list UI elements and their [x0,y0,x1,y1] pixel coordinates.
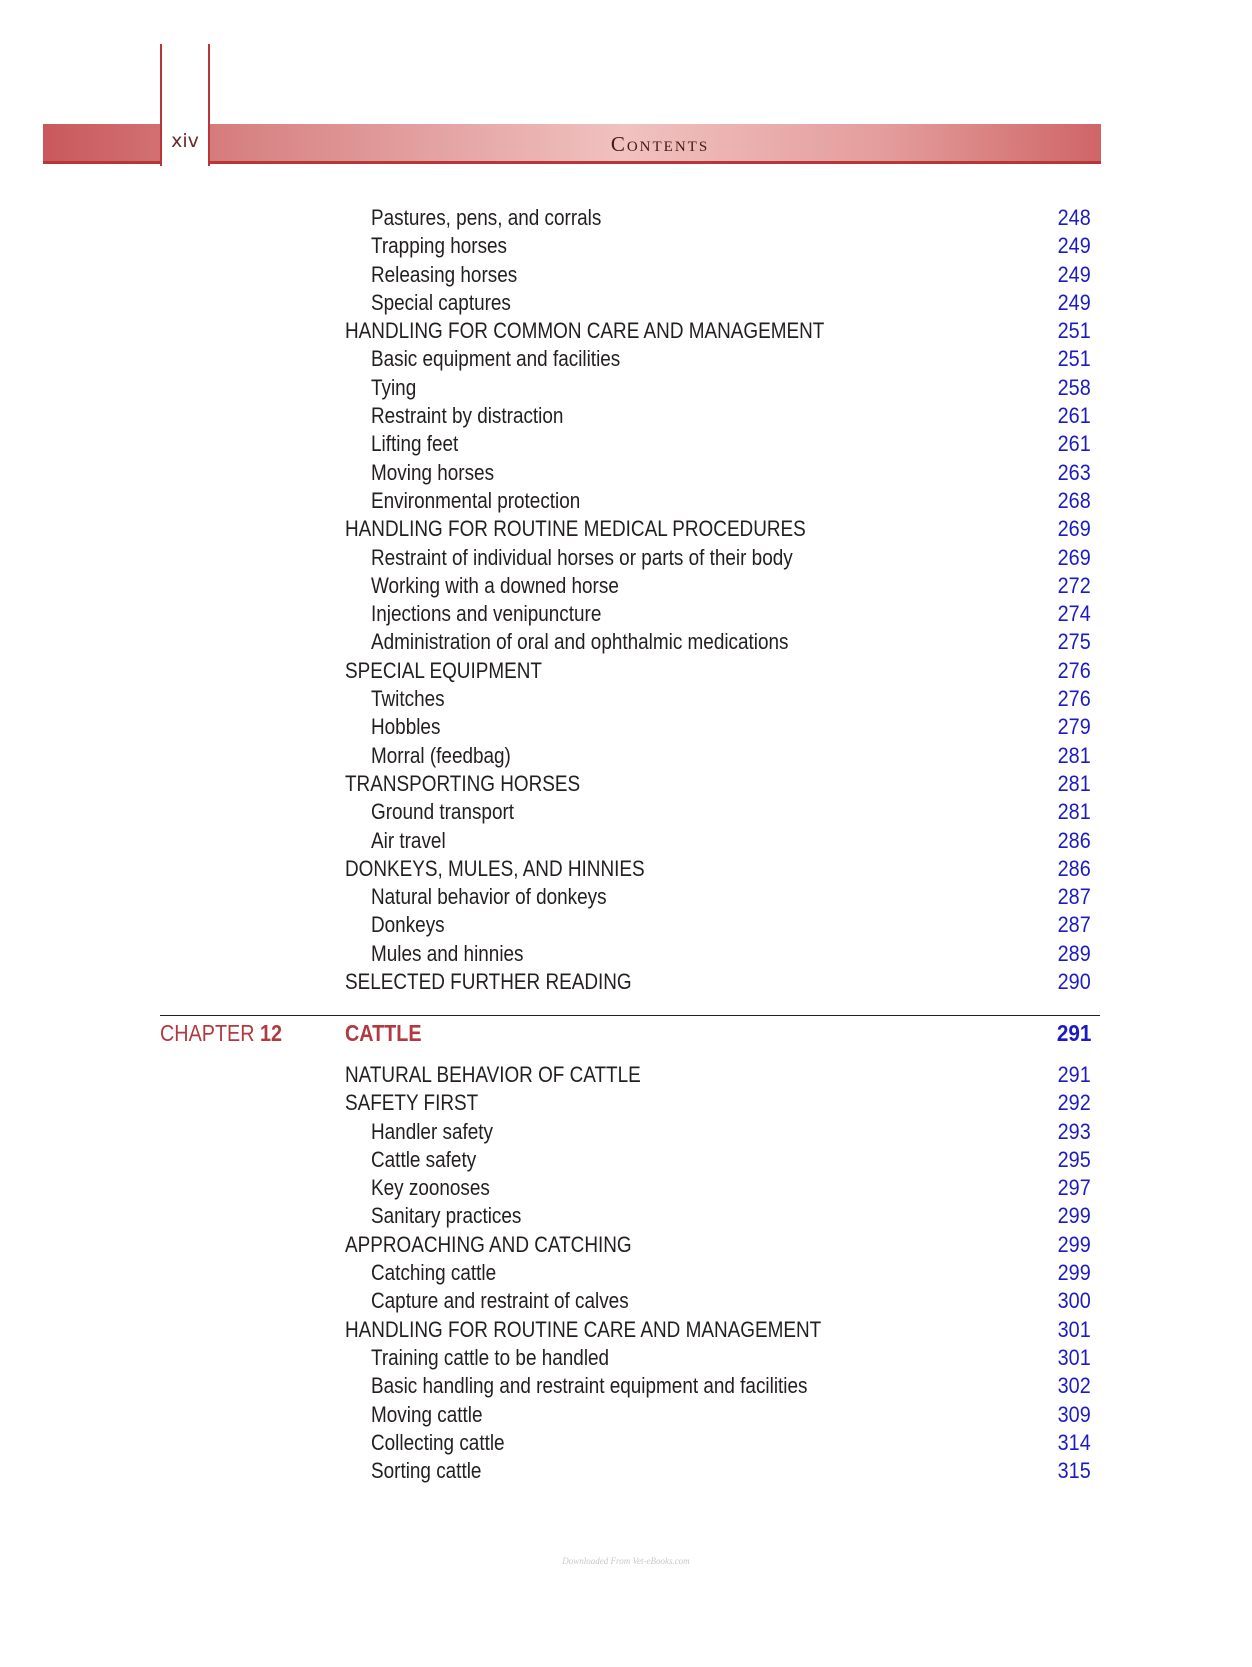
toc-entry-label: NATURAL BEHAVIOR OF CATTLE [345,1062,641,1087]
toc-entry-label: Restraint by distraction [371,403,564,429]
toc-list-part1 [0,205,1252,997]
toc-entry-label: Handler safety [371,1118,493,1144]
toc-page-link[interactable]: 302 [1057,1373,1091,1399]
toc-entry-label: Trapping horses [371,233,508,259]
toc-subsection-entry[interactable] [0,488,1252,516]
toc-subsection-entry[interactable] [0,431,1252,459]
toc-page-link[interactable]: 290 [1057,969,1091,995]
toc-entry-label: Working with a downed horse [371,572,619,598]
toc-page-link[interactable]: 274 [1057,601,1091,627]
toc-page-link[interactable]: 249 [1057,289,1091,315]
toc-page-link[interactable]: 299 [1057,1203,1091,1229]
toc-subsection-entry[interactable] [0,1288,1252,1316]
toc-entry-label: Morral (feedbag) [371,742,511,768]
toc-subsection-entry[interactable] [0,460,1252,488]
toc-page-link[interactable]: 279 [1057,714,1091,740]
toc-entry-label: Hobbles [371,714,441,740]
toc-page-link[interactable]: 251 [1057,318,1091,344]
toc-entry-label: Environmental protection [371,487,581,513]
toc-entry-label: APPROACHING AND CATCHING [345,1231,632,1257]
toc-entry-label: TRANSPORTING HORSES [345,770,581,796]
toc-page-link[interactable]: 293 [1057,1118,1091,1144]
toc-page-link[interactable]: 300 [1057,1288,1091,1314]
toc-page-link[interactable]: 263 [1057,459,1091,485]
toc-page-link[interactable]: 292 [1057,1090,1091,1116]
toc-entry-label: SELECTED FURTHER READING [345,969,632,995]
toc-entry-label: Moving horses [371,459,495,485]
toc-subsection-entry[interactable] [0,1458,1252,1486]
toc-page-link[interactable]: 258 [1057,374,1091,400]
toc-subsection-entry[interactable] [0,290,1252,318]
toc-subsection-entry[interactable] [0,545,1252,573]
toc-page-link[interactable]: 295 [1057,1146,1091,1172]
toc-page-link[interactable]: 261 [1057,431,1091,457]
toc-page-link[interactable]: 275 [1057,629,1091,655]
toc-section-entry[interactable] [0,318,1252,346]
toc-entry-label: SAFETY FIRST [345,1090,479,1116]
toc-entry-label: Collecting cattle [371,1429,505,1455]
toc-subsection-entry[interactable] [0,686,1252,714]
toc-entry-label: Basic equipment and facilities [371,346,621,372]
toc-entry-label: Releasing horses [371,261,518,287]
toc-entry-label: Training cattle to be handled [371,1344,610,1370]
chapter-heading[interactable] [0,1020,1252,1052]
chapter-title: CATTLE [345,1020,422,1046]
toc-subsection-entry[interactable] [0,262,1252,290]
toc-page-link[interactable]: 309 [1057,1401,1091,1427]
toc-entry-label: HANDLING FOR ROUTINE MEDICAL PROCEDURES [345,516,806,542]
toc-page-link[interactable]: 287 [1057,912,1091,938]
toc-page-link[interactable]: 281 [1057,799,1091,825]
toc-entry-label: Tying [371,374,417,400]
toc-entry-label: Twitches [371,686,445,712]
toc-subsection-entry[interactable] [0,1203,1252,1231]
toc-subsection-entry[interactable] [0,601,1252,629]
toc-subsection-entry[interactable] [0,799,1252,827]
toc-page-link[interactable]: 299 [1057,1260,1091,1286]
toc-page-link[interactable]: 251 [1057,346,1091,372]
toc-entry-label: Donkeys [371,912,445,938]
toc-page-link[interactable]: 289 [1057,940,1091,966]
toc-section-entry[interactable] [0,516,1252,544]
toc-subsection-entry[interactable] [0,1119,1252,1147]
toc-entry-label: Injections and venipuncture [371,601,602,627]
toc-entry-label: Pastures, pens, and corrals [371,205,602,230]
toc-subsection-entry[interactable] [0,714,1252,742]
toc-subsection-entry[interactable] [0,375,1252,403]
toc-subsection-entry[interactable] [0,743,1252,771]
chapter-page-link[interactable]: 291 [1056,1020,1091,1046]
page-number: xiv [171,130,199,152]
toc-subsection-entry[interactable] [0,1345,1252,1373]
toc-subsection-entry[interactable] [0,1175,1252,1203]
toc-page-link[interactable]: 299 [1057,1231,1091,1257]
toc-page-link[interactable]: 269 [1057,516,1091,542]
chapter-prefix: CHAPTER [160,1020,255,1046]
toc-section-entry[interactable] [0,771,1252,799]
toc-page-link[interactable]: 248 [1057,205,1091,230]
toc-entry-label: Mules and hinnies [371,940,524,966]
toc-entry-label: Special captures [371,289,511,315]
toc-subsection-entry[interactable] [0,1402,1252,1430]
toc-page-link[interactable]: 301 [1057,1316,1091,1342]
toc-subsection-entry[interactable] [0,884,1252,912]
toc-section-entry[interactable] [0,1232,1252,1260]
toc-page-link[interactable]: 291 [1057,1062,1091,1087]
toc-subsection-entry[interactable] [0,573,1252,601]
toc-section-entry[interactable] [0,856,1252,884]
toc-entry-label: Sanitary practices [371,1203,522,1229]
toc-subsection-entry[interactable] [0,233,1252,261]
toc-page-link[interactable]: 315 [1057,1458,1091,1484]
toc-subsection-entry[interactable] [0,629,1252,657]
chapter-number: 12 [260,1020,283,1046]
toc-subsection-entry[interactable] [0,941,1252,969]
page-number-box [160,44,210,166]
toc-entry-label: Ground transport [371,799,515,825]
toc-entry-label: SPECIAL EQUIPMENT [345,657,542,683]
toc-entry-label: Capture and restraint of calves [371,1288,629,1314]
toc-entry-label: Cattle safety [371,1146,477,1172]
toc-subsection-entry[interactable] [0,346,1252,374]
toc-page-link[interactable]: 276 [1057,686,1091,712]
toc-page-link[interactable]: 249 [1057,233,1091,259]
toc-page-link[interactable]: 314 [1057,1429,1091,1455]
toc-entry-label: Lifting feet [371,431,459,457]
toc-list-part2 [0,1062,1252,1486]
toc-entry-label: Natural behavior of donkeys [371,884,607,910]
toc-section-entry[interactable] [0,1090,1252,1118]
toc-page-link[interactable]: 276 [1057,657,1091,683]
toc-page-link[interactable]: 287 [1057,884,1091,910]
toc-page-link[interactable]: 286 [1057,855,1091,881]
toc-entry-label: Key zoonoses [371,1175,490,1201]
toc-page-link[interactable]: 261 [1057,403,1091,429]
toc-entry-label: Basic handling and restraint equipment and facilities [371,1373,808,1399]
toc-subsection-entry[interactable] [0,205,1252,233]
toc-subsection-entry[interactable] [0,912,1252,940]
toc-page-link[interactable]: 268 [1057,487,1091,513]
toc-page-link[interactable]: 249 [1057,261,1091,287]
toc-subsection-entry[interactable] [0,1147,1252,1175]
toc-section-entry[interactable] [0,1317,1252,1345]
toc-entry-label: Sorting cattle [371,1458,482,1484]
toc-section-entry[interactable] [0,969,1252,997]
toc-page-link[interactable]: 297 [1057,1175,1091,1201]
toc-subsection-entry[interactable] [0,828,1252,856]
toc-page-link[interactable]: 269 [1057,544,1091,570]
running-head: Contents [610,132,710,156]
toc-entry-label: Catching cattle [371,1260,497,1286]
toc-entry-label: Restraint of individual horses or parts of their body [371,544,793,570]
toc-page-link[interactable]: 281 [1057,742,1091,768]
toc-page-link[interactable]: 301 [1057,1344,1091,1370]
watermark: Downloaded From Vet-eBooks.com [562,1556,690,1566]
toc-page-link[interactable]: 281 [1057,770,1091,796]
toc-section-entry[interactable] [0,1062,1252,1090]
toc-page-link[interactable]: 286 [1057,827,1091,853]
toc-entry-label: DONKEYS, MULES, AND HINNIES [345,855,645,881]
toc-subsection-entry[interactable] [0,403,1252,431]
toc-entry-label: HANDLING FOR COMMON CARE AND MANAGEMENT [345,318,825,344]
toc-subsection-entry[interactable] [0,1430,1252,1458]
toc-page-link[interactable]: 272 [1057,572,1091,598]
toc-subsection-entry[interactable] [0,1260,1252,1288]
toc-section-entry[interactable] [0,658,1252,686]
toc-entry-label: Administration of oral and ophthalmic medications [371,629,789,655]
toc-subsection-entry[interactable] [0,1373,1252,1401]
toc-entry-label: Air travel [371,827,446,853]
chapter-divider [160,1015,1100,1016]
toc-entry-label: HANDLING FOR ROUTINE CARE AND MANAGEMENT [345,1316,822,1342]
toc-entry-label: Moving cattle [371,1401,483,1427]
chapter-label [160,1020,282,1047]
